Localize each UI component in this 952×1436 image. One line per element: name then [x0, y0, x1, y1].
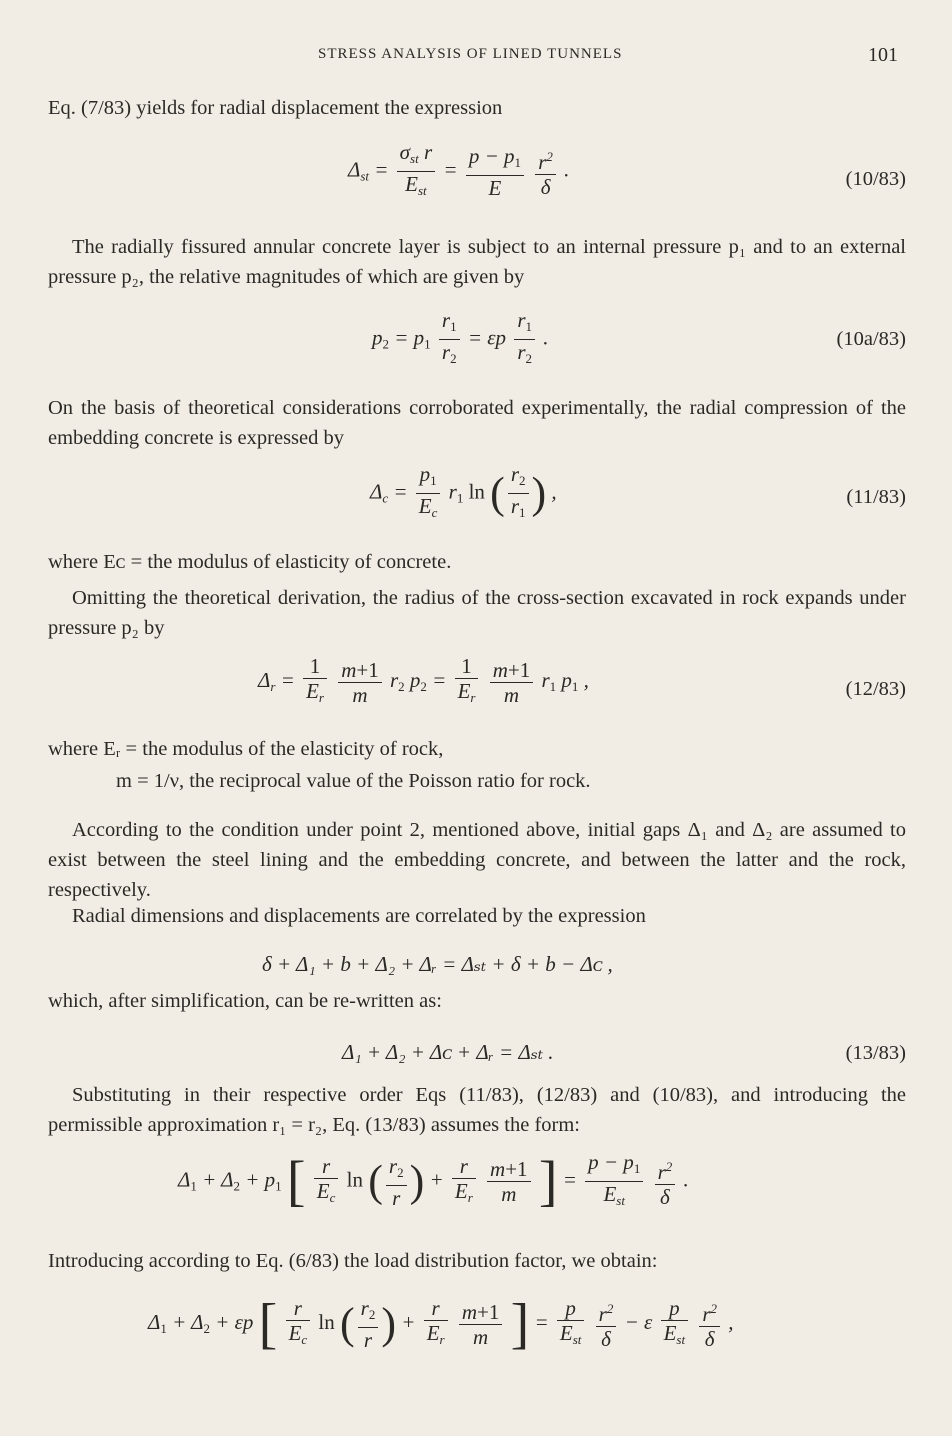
equation-number-13: (13/83): [845, 1042, 906, 1064]
page-header: [0, 44, 952, 70]
equation-number-10a: (10a/83): [836, 328, 906, 350]
paragraph-11: Introducing according to Eq. (6/83) the load distribution factor, we obtain:: [48, 1250, 658, 1272]
equation-13-83: Δ₁ + Δ₂ + Δᴄ + Δᵣ = Δₛₜ .: [342, 1040, 554, 1064]
equation-10a-83: $p_2 = p_1$ $\frac{r_1}{r_2}$ = εp $\frac{r_1}{r_2}$ .: [372, 308, 549, 366]
page-number: 101: [868, 44, 898, 66]
running-title: STRESS ANALYSIS OF LINED TUNNELS: [318, 46, 623, 62]
equation-final: $\Delta_1 + \Delta_2 + \varepsilon p$ [ $\frac{r}{E_c}$ ln ( $\frac{r_2}{r}$ ) + $\frac{r}{E_r}$ $\frac{m+1}{m}$ ] = $\frac{p}{E_{st}}$ $\frac{r^2}{\delta}$ − ε $\frac{p}{E_{st}}$ $\frac{r^2}{\delta}$ ,: [148, 1293, 734, 1355]
paragraph-3: On the basis of theoretical considerations corroborated experimentally, the radial compression of the embedding concrete is expressed by: [48, 397, 906, 449]
paragraph-5: Omitting the theoretical derivation, the radius of the cross-section excavated in rock expands under pressure p₂ by: [48, 587, 906, 639]
paragraph-6b: m = 1/ν, the reciprocal value of the Poisson ratio for rock.: [116, 770, 591, 792]
equation-number-11: (11/83): [846, 486, 906, 508]
equation-correlation: δ + Δ₁ + b + Δ₂ + Δᵣ = Δₛₜ + δ + b − Δᴄ ,: [262, 952, 613, 976]
equation-11-83: $\Delta_c$ = $\frac{p_1}{E_c}$ $r_1$ ln ( $\frac{r_2}{r_1}$ ) ,: [370, 462, 557, 520]
paragraph-9: which, after simplification, can be re-written as:: [48, 990, 442, 1012]
paragraph-8: Radial dimensions and displacements are correlated by the expression: [72, 905, 646, 927]
equation-12-83: $\Delta_r$ = $\frac{1}{E_r}$ $\frac{m+1}{m}$ $r_2$ $p_2$ = $\frac{1}{E_r}$ $\frac{m+1}{m}$ $r_1$ $p_1$ ,: [258, 654, 589, 707]
paragraph-10: Substituting in their respective order Eqs (11/83), (12/83) and (10/83), and introducing the permissible approximation r₁ = r₂, Eq. (13/83) assumes the form:: [48, 1084, 906, 1136]
paragraph-7: According to the condition under point 2, mentioned above, initial gaps Δ₁ and Δ₂ are assumed to exist between the steel lining and the embedding concrete, and between the latter and the rock, respectively.: [48, 819, 906, 901]
paragraph-1: Eq. (7/83) yields for radial displacement the expression: [48, 97, 503, 119]
equation-number-12: (12/83): [845, 678, 906, 700]
paragraph-4: where Eᴄ = the modulus of elasticity of concrete.: [48, 551, 452, 573]
equation-10-83: $\Delta_{st}$ = $\frac{\sigma_{st} r}{E_{st}}$ = $\frac{p - p_1}{E}$ $\frac{r^2}{\delta}$ .: [348, 140, 570, 200]
paragraph-2: The radially fissured annular concrete layer is subject to an internal pressure p₁ and to an external pressure p₂, the relative magnitudes of which are given by: [48, 236, 906, 288]
equation-substituted: $\Delta_1 + \Delta_2 + p_1$ [ $\frac{r}{E_c}$ ln ( $\frac{r_2}{r}$ ) + $\frac{r}{E_r}$ $\frac{m+1}{m}$ ] = $\frac{p - p_1}{E_{st}}$ $\frac{r^2}{\delta}$ .: [178, 1150, 689, 1213]
paragraph-6a: where Eᵣ = the modulus of the elasticity of rock,: [48, 738, 444, 760]
equation-number-10: (10/83): [845, 168, 906, 190]
